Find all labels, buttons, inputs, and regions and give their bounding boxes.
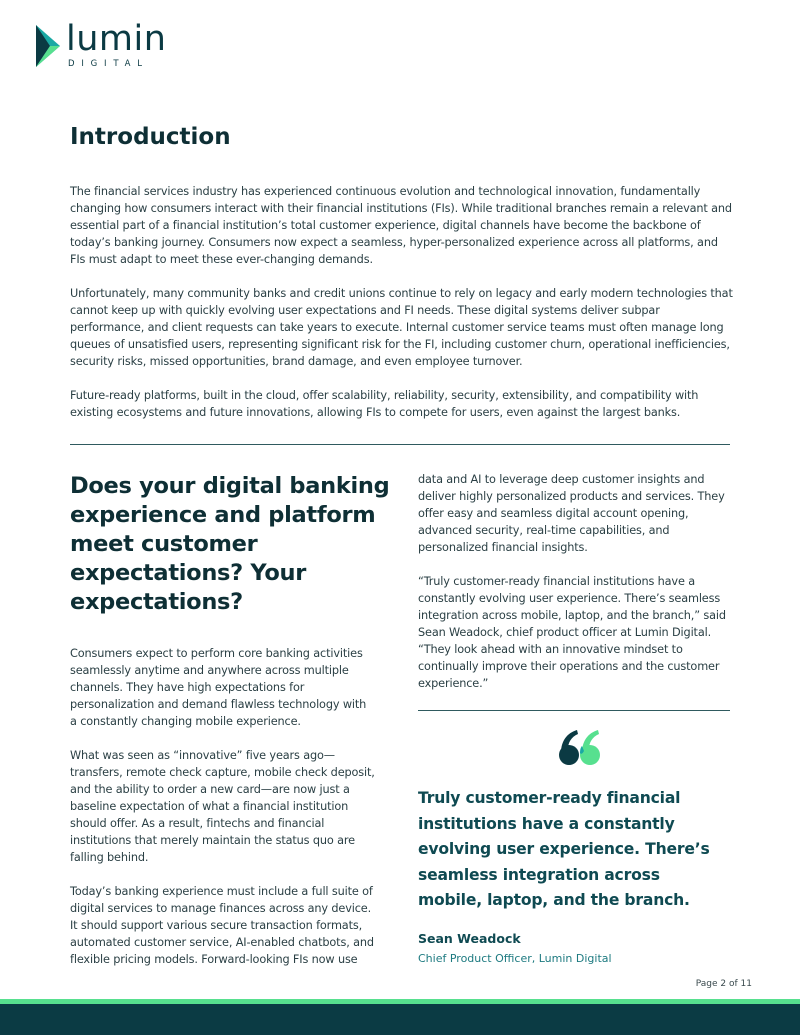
section-divider [70,444,730,445]
body-paragraph: What was seen as “innovative” five years ago—transfers, remote check capture, mobile check deposit, and the ability to order a new card—are now just a baseline expectation of what a financial institution should offer. As a result, fintechs and financial institutions that merely maintain the status quo are falling behind. [70,749,375,864]
intro-paragraph: The financial services industry has experienced continuous evolution and technological innovation, fundamentally changing how consumers interact with their financial institutions (FIs). While traditional branches remain a relevant and essential part of a financial institution’s total customer experience, digital channels have become the backbone of today’s banking journey. Consumers now expect a seamless, hyper-personalized experience across all platforms, and FIs must adapt to meet these ever-changing demands. [70,185,732,266]
body-paragraph: data and AI to leverage deep customer insights and deliver highly personalized products and services. They offer easy and seamless digital account opening, advanced security, real-time capabilities, and personalized financial insights. [418,473,725,554]
intro-heading: Introduction [70,124,231,150]
section-heading: Does your digital banking experience and platform meet customer expectations? Your expectations? [70,473,390,615]
pull-quote-text: Truly customer-ready financial institutions have a constantly evolving user experience. There’s seamless integration across mobile, laptop, and the branch. [418,789,710,909]
body-paragraph: “Truly customer-ready financial institutions have a constantly evolving user experience. There’s seamless integration across mobile, laptop, and the branch,” said Sean Weadock, chief product officer at Lumin Digital. “They look ahead with an innovative mindset to continually improve their operations and the customer experience.” [418,575,726,690]
logo-subtitle: DIGITAL [68,59,149,69]
quote-author-title: Chief Product Officer, Lumin Digital [418,952,612,965]
left-column [70,645,375,985]
intro-body [70,183,734,438]
lumin-digital-logo [34,19,167,70]
intro-paragraph: Future-ready platforms, built in the cloud, offer scalability, reliability, security, extensibility, and compatibility with existing ecosystems and future innovations, allowing FIs to compete for users, even against the largest banks. [70,389,699,419]
body-paragraph: Consumers expect to perform core banking activities seamlessly anytime and anywhere across multiple channels. They have high expectations for personalization and demand flawless technology with a constantly changing mobile experience. [70,647,367,728]
logo-wordmark: lumin [66,19,167,59]
intro-paragraph: Unfortunately, many community banks and credit unions continue to rely on legacy and early modern technologies that cannot keep up with quickly evolving user expectations and FI needs. These digital systems deliver subpar performance, and client requests can take years to execute. Internal customer service teams must often manage long queues of unsatisfied users, representing significant risk for the FI, including customer churn, operational inefficiencies, security risks, missed opportunities, brand damage, and even employee turnover. [70,287,733,368]
footer-bar [0,1004,800,1035]
quote-author: Sean Weadock [418,931,521,946]
quote-divider [418,710,730,711]
right-column [418,471,734,709]
lumin-logo-mark-icon [34,25,62,67]
page-number: Page 2 of 11 [695,979,752,989]
body-paragraph: Today’s banking experience must include a full suite of digital services to manage finances across any device. It should support various secure transaction formats, automated customer service, AI-enabled chatbots, and flexible pricing models. Forward-looking FIs now use [70,885,374,966]
quote-marks-icon [558,727,602,767]
